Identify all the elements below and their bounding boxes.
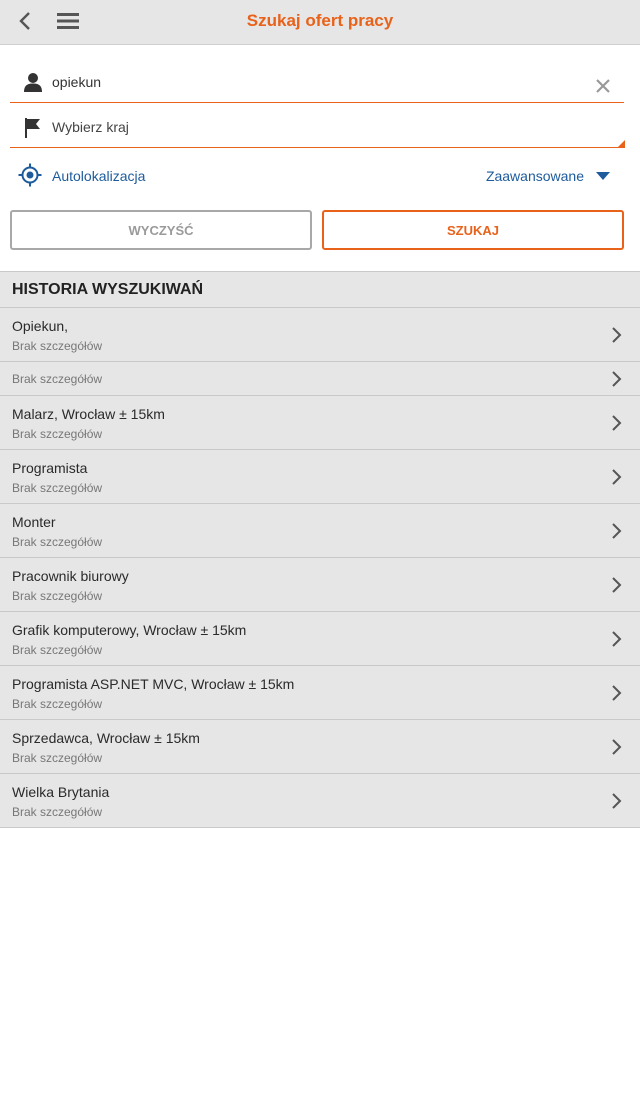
history-item-subtitle: Brak szczegółów [12,751,103,765]
chevron-right-icon [610,792,622,810]
history-item-subtitle: Brak szczegółów [12,481,103,495]
chevron-right-icon [610,738,622,756]
history-item[interactable] [0,774,640,828]
country-field [10,108,624,148]
location-row [10,160,624,192]
history-item-subtitle: Brak szczegółów [12,805,103,819]
history-item-title: Wielka Brytania [12,784,110,800]
history-item-subtitle: Brak szczegółów [12,589,103,603]
search-history [0,271,640,828]
history-item[interactable] [0,362,640,396]
history-item[interactable] [0,612,640,666]
history-item-title: Pracownik biurowy [12,568,129,584]
history-item-subtitle: Brak szczegółów [12,427,103,441]
history-item[interactable] [0,558,640,612]
history-item[interactable] [0,666,640,720]
app-header [0,0,640,45]
history-item-subtitle: Brak szczegółów [12,339,103,353]
history-item[interactable] [0,450,640,504]
clear-button[interactable]: WYCZYŚĆ [10,210,312,250]
chevron-right-icon [610,370,622,388]
history-item-title: Opiekun, [12,318,69,334]
chevron-right-icon [610,468,622,486]
chevron-right-icon [610,576,622,594]
history-item[interactable] [0,396,640,450]
history-item-subtitle: Brak szczegółów [12,535,103,549]
keyword-field [10,63,624,103]
flag-icon [23,117,43,139]
chevron-right-icon [610,414,622,432]
history-item-title: Grafik komputerowy, Wrocław ± 15km [12,622,247,638]
chevron-right-icon [610,326,622,344]
search-button[interactable]: SZUKAJ [322,210,624,250]
history-item-subtitle: Brak szczegółów [12,372,103,386]
history-item-title: Malarz, Wrocław ± 15km [12,406,165,422]
target-location-icon[interactable] [18,163,42,187]
country-select[interactable] [50,108,570,146]
history-title: HISTORIA WYSZUKIWAŃ [0,272,640,308]
autolocation-link[interactable]: Autolokalizacja [52,168,146,184]
advanced-link[interactable]: Zaawansowane [485,168,584,184]
history-item-title: Monter [12,514,56,530]
person-icon [23,72,43,94]
history-item[interactable] [0,720,640,774]
close-icon[interactable] [594,77,612,95]
history-item-title: Programista ASP.NET MVC, Wrocław ± 15km [12,676,295,692]
chevron-right-icon [610,684,622,702]
keyword-input[interactable] [50,63,570,101]
history-item-subtitle: Brak szczegółów [12,697,103,711]
history-item[interactable] [0,504,640,558]
triangle-down-icon[interactable] [596,172,610,180]
history-item-title: Programista [12,460,88,476]
history-item-subtitle: Brak szczegółów [12,643,103,657]
history-item[interactable] [0,308,640,362]
chevron-right-icon [610,630,622,648]
page-title: Szukaj ofert pracy [246,11,394,30]
dropdown-corner-indicator [617,140,625,148]
chevron-right-icon [610,522,622,540]
history-item-title: Sprzedawca, Wrocław ± 15km [12,730,200,746]
